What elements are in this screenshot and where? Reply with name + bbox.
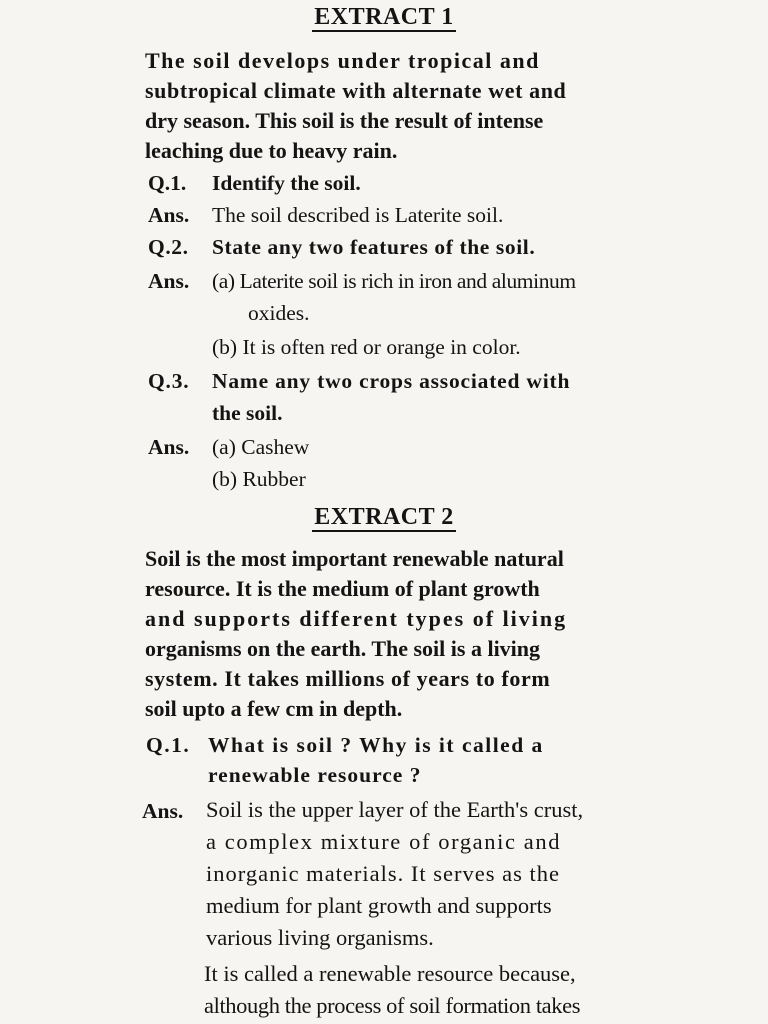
passage-line: and supports different types of living xyxy=(145,606,568,631)
question-text: What is soil ? Why is it called a xyxy=(208,733,544,757)
answer-line: a complex mixture of organic and xyxy=(206,829,562,854)
question-label: Q.1. xyxy=(148,171,187,195)
answer-line: various living organisms. xyxy=(206,925,434,950)
question-text: Identify the soil. xyxy=(212,171,361,195)
answer-text: (b) Rubber xyxy=(212,467,306,491)
answer-line: inorganic materials. It serves as the xyxy=(206,861,560,886)
answer-line: Soil is the upper layer of the Earth's crust, xyxy=(206,797,584,822)
extract-1-heading: EXTRACT 1 xyxy=(314,4,454,30)
answer-label: Ans. xyxy=(148,269,190,293)
answer-label: Ans. xyxy=(142,799,184,823)
answer-label: Ans. xyxy=(148,203,190,227)
answer-text: (a) Laterite soil is rich in iron and aluminum xyxy=(212,269,576,293)
passage-line: organisms on the earth. The soil is a living xyxy=(145,636,541,661)
answer-line: It is called a renewable resource because, xyxy=(204,961,576,986)
answer-text: oxides. xyxy=(248,301,310,325)
passage-line: resource. It is the medium of plant growth xyxy=(145,576,540,601)
question-text: the soil. xyxy=(212,401,283,425)
answer-text: (b) It is often red or orange in color. xyxy=(212,335,521,359)
question-text: renewable resource ? xyxy=(208,763,422,787)
answer-line: medium for plant growth and supports xyxy=(206,893,552,918)
passage-line: The soil develops under tropical and xyxy=(145,48,540,73)
question-label: Q.2. xyxy=(148,235,189,259)
passage-line: leaching due to heavy rain. xyxy=(145,138,398,163)
question-text: Name any two crops associated with xyxy=(212,369,571,393)
answer-line: although the process of soil formation takes xyxy=(204,993,581,1018)
question-label: Q.3. xyxy=(148,369,190,393)
question-text: State any two features of the soil. xyxy=(212,235,536,259)
answer-text: The soil described is Laterite soil. xyxy=(212,203,504,227)
extract-2-heading: EXTRACT 2 xyxy=(314,504,454,530)
answer-label: Ans. xyxy=(148,435,190,459)
passage-line: soil upto a few cm in depth. xyxy=(145,696,403,721)
passage-line: dry season. This soil is the result of intense xyxy=(145,108,544,133)
passage-line: subtropical climate with alternate wet and xyxy=(145,78,567,103)
passage-line: system. It takes millions of years to form xyxy=(145,666,551,691)
question-label: Q.1. xyxy=(146,733,191,757)
answer-text: (a) Cashew xyxy=(212,435,310,459)
passage-line: Soil is the most important renewable natural xyxy=(145,546,564,571)
